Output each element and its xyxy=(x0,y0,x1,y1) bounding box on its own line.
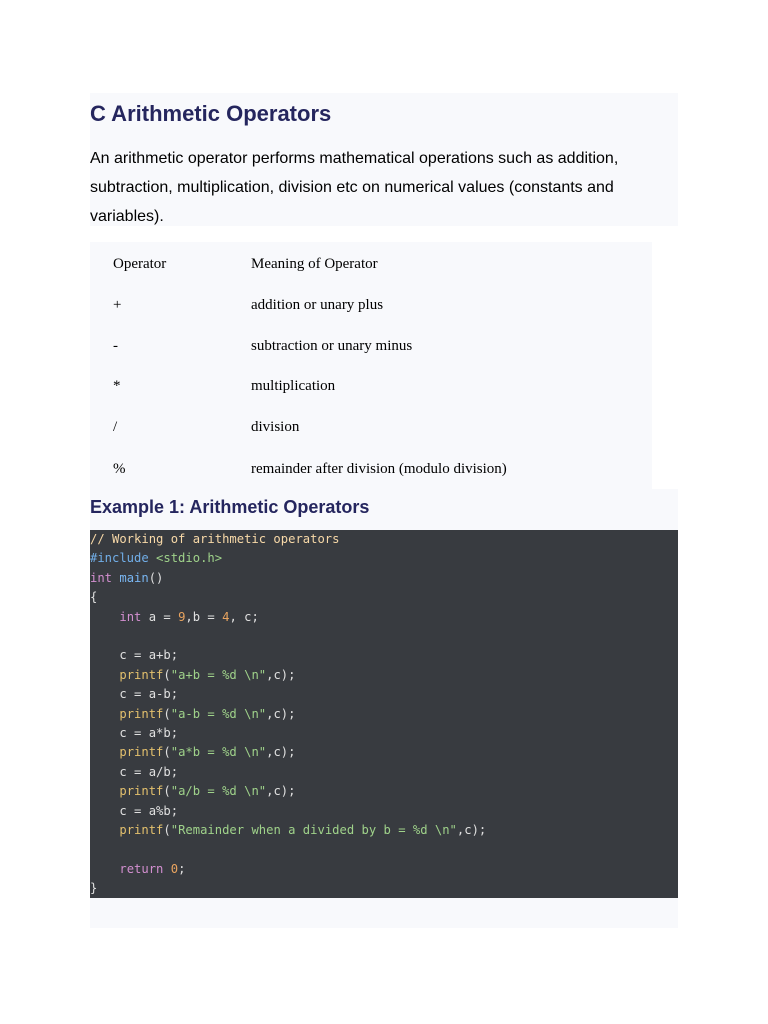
code-text: c = a*b; xyxy=(90,726,179,740)
operators-table xyxy=(90,242,652,489)
code-text: ( xyxy=(163,745,171,760)
column-header-meaning: Meaning of Operator xyxy=(251,256,378,272)
code-text xyxy=(90,745,119,759)
code-string: "Remainder when a divided by b = %d \n" xyxy=(170,823,457,837)
code-comment: // Working of arithmetic operators xyxy=(90,532,340,546)
table-header-row xyxy=(90,254,652,274)
code-keyword: return xyxy=(119,861,164,876)
code-function-call: printf xyxy=(119,784,164,799)
code-text xyxy=(90,610,119,624)
code-string: "a*b = %d \n" xyxy=(170,745,267,760)
code-text: ; xyxy=(178,861,186,876)
code-text: ,c); xyxy=(266,784,296,799)
intro-paragraph: An arithmetic operator performs mathematical operations such as addition, subtraction, multiplication, division etc on numerical values (constants and variables). xyxy=(90,150,619,225)
column-header-operator: Operator xyxy=(113,256,167,272)
code-string: "a+b = %d \n" xyxy=(170,667,267,682)
code-text: () xyxy=(148,570,164,585)
code-block-footer xyxy=(90,898,678,928)
code-text: ( xyxy=(163,823,171,837)
table-row xyxy=(90,295,652,315)
operator-cell: / xyxy=(113,419,118,435)
code-line xyxy=(90,646,178,665)
operator-cell: % xyxy=(113,461,126,477)
code-text xyxy=(163,862,170,876)
operator-cell: + xyxy=(113,297,122,313)
code-number: 9 xyxy=(178,609,186,624)
code-line xyxy=(90,608,259,627)
code-text: ( xyxy=(163,706,171,721)
code-line xyxy=(90,588,97,607)
code-line xyxy=(90,763,178,782)
code-text: c = a/b; xyxy=(90,764,179,779)
example-heading: Example 1: Arithmetic Operators xyxy=(90,497,370,517)
code-function-call: printf xyxy=(119,667,164,682)
code-text: ,b = xyxy=(185,609,223,624)
code-text xyxy=(90,707,119,721)
meaning-cell: multiplication xyxy=(251,378,336,394)
code-text: ,c); xyxy=(266,706,296,721)
code-text xyxy=(90,823,119,837)
meaning-cell: addition or unary plus xyxy=(251,297,384,313)
code-line xyxy=(90,685,178,704)
table-row xyxy=(90,336,652,356)
code-line xyxy=(90,743,295,762)
code-line xyxy=(90,666,295,685)
table-row xyxy=(90,459,652,479)
code-block[interactable] xyxy=(90,530,678,898)
code-keyword: int xyxy=(119,609,142,624)
code-text: ,c); xyxy=(266,745,296,760)
code-text: c = a+b; xyxy=(90,648,179,663)
table-row xyxy=(90,376,652,396)
code-text: , c; xyxy=(229,609,259,624)
code-string: "a-b = %d \n" xyxy=(170,706,267,721)
code-function-call: printf xyxy=(119,706,164,721)
table-row xyxy=(90,417,652,437)
code-text: ,c); xyxy=(456,823,487,837)
meaning-cell: remainder after division (modulo division) xyxy=(251,461,507,477)
code-text: { xyxy=(90,590,98,605)
code-text xyxy=(90,668,119,682)
code-text xyxy=(90,784,119,798)
code-function-name: main xyxy=(119,570,149,585)
code-function-call: printf xyxy=(119,745,164,760)
meaning-cell: subtraction or unary minus xyxy=(251,338,413,354)
code-text xyxy=(90,862,119,876)
operator-cell: - xyxy=(113,338,118,354)
code-string: <stdio.h> xyxy=(156,551,223,566)
code-number: 4 xyxy=(222,609,230,624)
code-line xyxy=(90,782,295,801)
code-text: ( xyxy=(163,667,171,682)
code-line xyxy=(90,724,178,743)
intro-section xyxy=(90,93,678,226)
code-line xyxy=(90,860,185,879)
code-line xyxy=(90,802,178,821)
example-section xyxy=(90,489,678,530)
code-preprocessor: #include xyxy=(90,551,157,566)
code-text: a = xyxy=(141,609,179,624)
code-line xyxy=(90,530,339,549)
code-keyword: int xyxy=(90,570,120,585)
code-line xyxy=(90,705,295,724)
code-line xyxy=(90,549,222,568)
code-line xyxy=(90,821,486,840)
code-text: ( xyxy=(163,784,171,799)
code-line xyxy=(90,569,163,588)
meaning-cell: division xyxy=(251,419,300,435)
code-text: } xyxy=(90,881,98,896)
code-number: 0 xyxy=(170,861,179,876)
code-function-call: printf xyxy=(119,823,164,837)
code-line xyxy=(90,879,97,898)
code-string: "a/b = %d \n" xyxy=(170,784,267,799)
code-text: c = a-b; xyxy=(90,687,179,702)
code-text: c = a%b; xyxy=(90,803,179,818)
code-text: ,c); xyxy=(266,667,296,682)
operator-cell: * xyxy=(113,378,121,394)
page-title: C Arithmetic Operators xyxy=(90,101,332,126)
